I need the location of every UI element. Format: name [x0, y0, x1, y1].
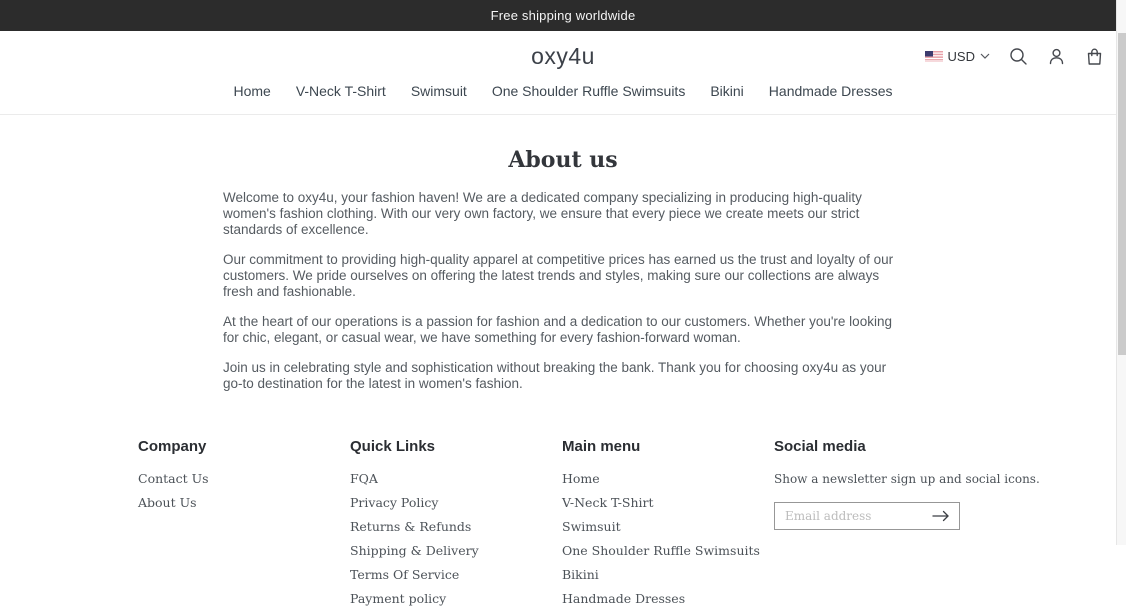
account-button[interactable]	[1047, 47, 1066, 66]
search-button[interactable]	[1009, 47, 1028, 66]
search-icon	[1009, 47, 1028, 66]
footer-link[interactable]: V-Neck T-Shirt	[562, 495, 654, 510]
nav-link[interactable]: V-Neck T-Shirt	[295, 83, 386, 99]
nav-link[interactable]: Swimsuit	[410, 83, 467, 99]
footer-link[interactable]: Home	[562, 471, 600, 486]
nav-link[interactable]: Home	[233, 83, 271, 99]
email-input[interactable]	[775, 509, 928, 523]
footer-link[interactable]: Shipping & Delivery	[350, 543, 479, 558]
about-paragraph: Join us in celebrating style and sophistication without breaking the bank. Thank you for choosing oxy4u as your go-to destination for the latest in women's fashion.	[223, 360, 887, 391]
footer-link[interactable]: Contact Us	[138, 471, 209, 486]
chevron-down-icon	[980, 53, 990, 59]
cart-icon	[1085, 47, 1104, 66]
nav-link[interactable]: Bikini	[710, 83, 744, 99]
footer-link[interactable]: Returns & Refunds	[350, 519, 472, 534]
about-paragraph: Welcome to oxy4u, your fashion haven! We are a dedicated company specializing in producing high-quality women's fashion clothing. With our very own factory, we ensure that every piece we create meets our strict standards of excellence.	[223, 190, 862, 237]
main-nav	[0, 83, 1126, 114]
announcement-text: Free shipping worldwide	[490, 8, 636, 23]
account-icon	[1047, 47, 1066, 66]
footer-column-social	[774, 438, 1040, 616]
arrow-right-icon	[932, 510, 950, 522]
footer-heading-company: Company	[138, 438, 207, 455]
footer	[0, 438, 1126, 616]
footer-link[interactable]: Privacy Policy	[350, 495, 439, 510]
footer-column-quick-links	[350, 438, 562, 616]
currency-selector[interactable]	[925, 49, 990, 64]
nav-link[interactable]: Handmade Dresses	[768, 83, 893, 99]
newsletter-form	[774, 502, 960, 530]
header-utilities	[925, 41, 1104, 71]
scrollbar[interactable]	[1116, 0, 1126, 545]
currency-code: USD	[947, 48, 975, 64]
nav-link[interactable]: One Shoulder Ruffle Swimsuits	[491, 83, 686, 99]
footer-link[interactable]: Swimsuit	[562, 519, 621, 534]
footer-heading-quick-links: Quick Links	[350, 438, 436, 455]
newsletter-description: Show a newsletter sign up and social icons.	[774, 472, 1040, 486]
about-paragraph: At the heart of our operations is a passion for fashion and a dedication to our customers. Whether you're looking for chic, elegant, or casual wear, we have something for every fashion-forward woman.	[223, 314, 892, 345]
footer-link[interactable]: About Us	[138, 495, 197, 510]
footer-link[interactable]: Terms Of Service	[350, 567, 460, 582]
footer-link[interactable]: FQA	[350, 471, 378, 486]
scrollbar-thumb[interactable]	[1118, 33, 1126, 355]
newsletter-submit-button[interactable]	[928, 510, 959, 522]
footer-link[interactable]: Payment policy	[350, 591, 447, 606]
footer-heading-main-menu: Main menu	[562, 438, 641, 455]
us-flag-icon	[925, 51, 943, 62]
footer-link[interactable]: Bikini	[562, 567, 599, 582]
header	[0, 31, 1126, 115]
main-content	[0, 115, 1126, 392]
footer-column-company	[138, 438, 350, 616]
footer-heading-social: Social media	[774, 438, 866, 455]
about-text	[223, 190, 903, 392]
footer-column-main-menu	[562, 438, 774, 616]
announcement-bar	[0, 0, 1126, 31]
footer-link[interactable]: Handmade Dresses	[562, 591, 686, 606]
footer-link[interactable]: One Shoulder Ruffle Swimsuits	[562, 543, 760, 558]
about-paragraph: Our commitment to providing high-quality apparel at competitive prices has earned us the trust and loyalty of our customers. We pride ourselves on offering the latest trends and styles, making sure our collections are always fresh and fashionable.	[223, 252, 894, 299]
page-title: About us	[508, 147, 618, 173]
cart-button[interactable]	[1085, 47, 1104, 66]
store-logo[interactable]: oxy4u	[531, 43, 595, 69]
